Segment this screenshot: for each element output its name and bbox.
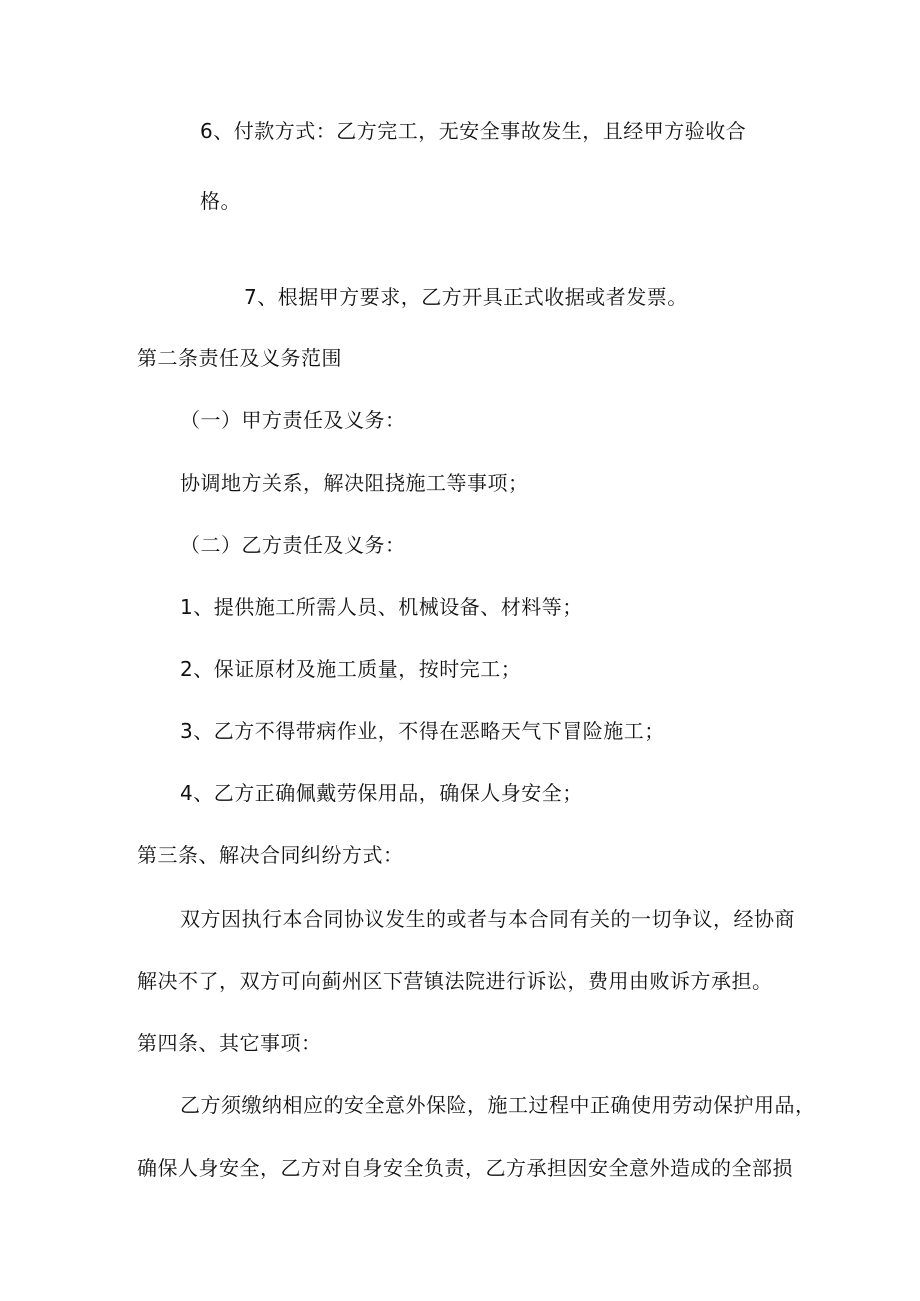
party-a-duties-heading: （一）甲方责任及义务： (180, 408, 406, 432)
party-b-duty-4: 4、乙方正确佩戴劳保用品，确保人身安全； (180, 781, 583, 805)
other-matters-line-1: 乙方须缴纳相应的安全意外保险，施工过程中正确使用劳动保护用品， (180, 1093, 816, 1117)
party-b-duties-heading: （二）乙方责任及义务： (180, 533, 406, 557)
payment-method-line: 6、付款方式：乙方完工，无安全事故发生，且经甲方验收合 (200, 119, 747, 143)
dispute-paragraph-line-2: 解决不了，双方可向蓟州区下营镇法院进行诉讼，费用由败诉方承担。 (137, 969, 773, 993)
payment-method-line-cont: 格。 (200, 189, 241, 213)
party-a-duty-item: 协调地方关系，解决阻挠施工等事项； (180, 471, 529, 495)
article-two-heading: 第二条责任及义务范围 (137, 346, 342, 370)
article-four-heading: 第四条、其它事项： (137, 1031, 322, 1055)
article-three-heading: 第三条、解决合同纠纷方式： (137, 843, 404, 867)
party-b-duty-2: 2、保证原材及施工质量，按时完工； (180, 657, 522, 681)
other-matters-line-2: 确保人身安全，乙方对自身安全负责，乙方承担因安全意外造成的全部损 (137, 1156, 793, 1180)
party-b-duty-3: 3、乙方不得带病作业，不得在恶略天气下冒险施工； (180, 719, 665, 743)
invoice-line: 7、根据甲方要求，乙方开具正式收据或者发票。 (244, 285, 688, 309)
dispute-paragraph-line-1: 双方因执行本合同协议发生的或者与本合同有关的一切争议，经协商 (180, 907, 795, 931)
party-b-duty-1: 1、提供施工所需人员、机械设备、材料等； (180, 595, 583, 619)
